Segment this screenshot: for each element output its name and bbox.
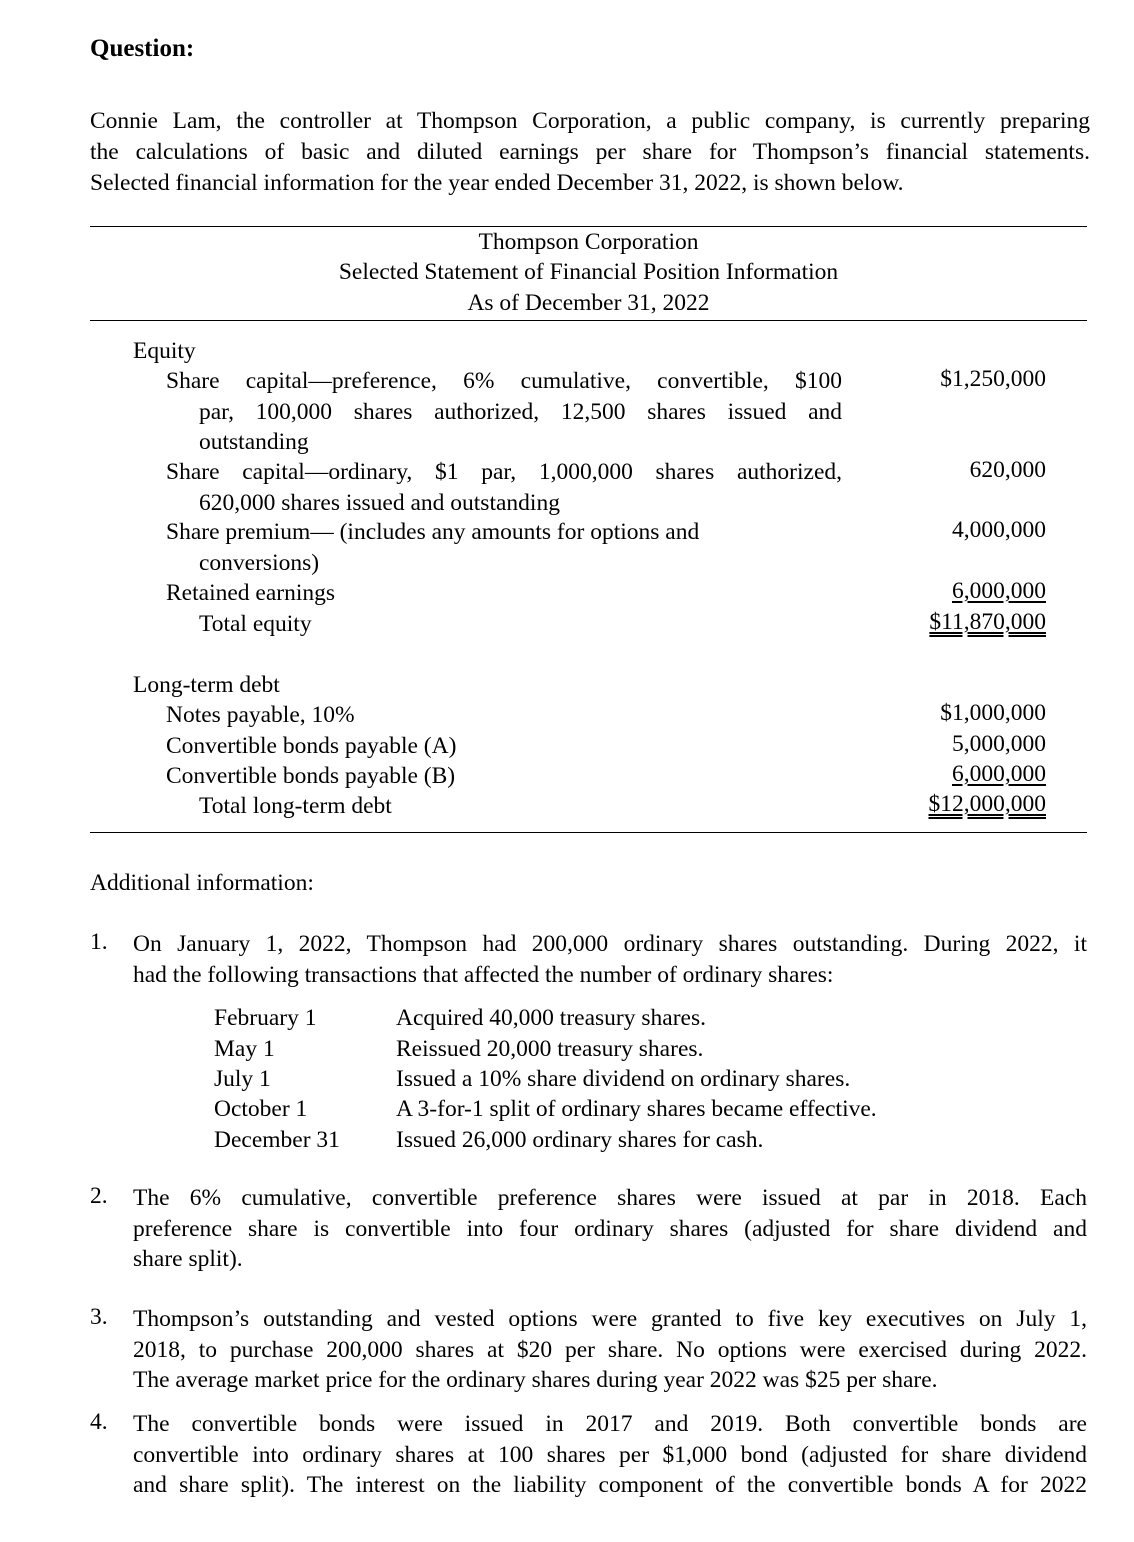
item-4-text [133,1409,1087,1501]
total-ltd-amount: $12,000,000 [928,791,1046,817]
item-2-line: preference share is convertible into four ordinary shares (adjusted for share dividend and [133,1215,1087,1242]
item-4-line: convertible into ordinary shares at 100 shares per $1,000 bond (adjusted for share dividend [133,1441,1087,1468]
txn-desc: Acquired 40,000 treasury shares. [396,1005,706,1031]
item-1-text [133,929,1087,990]
txn-date: May 1 [214,1036,275,1062]
ltd-heading: Long-term debt [133,672,280,698]
txn-date: October 1 [214,1096,308,1122]
intro-line: Connie Lam, the controller at Thompson Corporation, a public company, is currently preparing [90,108,1090,134]
total-equity-amount: $11,870,000 [929,609,1046,635]
prem-line: Share premium— (includes any amounts for options and [166,519,700,545]
bonds-b-amount: 6,000,000 [952,761,1046,787]
table-bottom-rule [90,832,1087,833]
intro-line: Selected financial information for the year ended December 31, 2022, is shown below. [90,170,904,196]
table-top-rule [90,226,1087,227]
txn-date: February 1 [214,1005,317,1031]
equity-heading: Equity [133,338,196,364]
ordinary-share-label [166,457,842,518]
item-1-number: 1. [90,929,108,955]
item-1-line: had the following transactions that affected the number of ordinary shares: [133,961,834,988]
txn-date: December 31 [214,1127,340,1153]
txn-date: July 1 [214,1066,271,1092]
item-1-line: On January 1, 2022, Thompson had 200,000 ordinary shares outstanding. During 2022, it [133,931,1087,957]
item-4-line: The convertible bonds were issued in 2017 and 2019. Both convertible bonds are [133,1411,1087,1437]
txn-desc: Issued a 10% share dividend on ordinary shares. [396,1066,851,1092]
item-2-line: share split). [133,1246,243,1272]
ord-line: Share capital—ordinary, $1 par, 1,000,000 shares authorized, [166,459,842,485]
total-equity-label: Total equity [199,611,312,637]
prem-line: conversions) [199,549,320,576]
statement-company: Thompson Corporation [478,229,699,255]
item-2-text [133,1183,1087,1275]
additional-heading: Additional information: [90,870,314,896]
total-ltd-label: Total long-term debt [199,793,392,819]
item-3-line: The average market price for the ordinary shares during year 2022 was $25 per share. [133,1367,938,1393]
item-4-number: 4. [90,1409,108,1435]
statement-title: Selected Statement of Financial Position Information [338,259,839,285]
txn-desc: Reissued 20,000 treasury shares. [396,1036,704,1062]
bonds-a-amount: 5,000,000 [952,731,1046,757]
header-bottom-rule [90,320,1087,321]
bonds-b-label: Convertible bonds payable (B) [166,763,456,789]
txn-desc: A 3-for-1 split of ordinary shares became effective. [396,1096,877,1122]
ord-line: 620,000 shares issued and outstanding [199,489,560,516]
pref-line: outstanding [199,429,309,455]
share-premium-amount: 4,000,000 [952,517,1046,543]
question-heading: Question: [90,35,195,62]
preference-share-amount: $1,250,000 [940,366,1046,392]
pref-line: par, 100,000 shares authorized, 12,500 shares issued and [199,398,842,425]
item-2-line: The 6% cumulative, convertible preference shares were issued at par in 2018. Each [133,1185,1087,1211]
txn-desc: Issued 26,000 ordinary shares for cash. [396,1127,764,1153]
intro-line: the calculations of basic and diluted earnings per share for Thompson’s financial statements. [90,139,1090,165]
item-3-line: 2018, to purchase 200,000 shares at $20 per share. No options were exercised during 2022. [133,1336,1087,1363]
bonds-a-label: Convertible bonds payable (A) [166,733,457,759]
retained-earnings-amount: 6,000,000 [952,578,1046,604]
intro-paragraph [90,106,1090,199]
item-3-line: Thompson’s outstanding and vested options were granted to five key executives on July 1, [133,1306,1087,1332]
notes-payable-label: Notes payable, 10% [166,702,355,728]
retained-earnings-label: Retained earnings [166,580,336,606]
item-2-number: 2. [90,1183,108,1209]
pref-line: Share capital—preference, 6% cumulative, convertible, $100 [166,368,842,394]
item-3-text [133,1304,1087,1396]
share-premium-label [166,517,806,578]
preference-share-label [166,366,842,458]
item-3-number: 3. [90,1304,108,1330]
ordinary-share-amount: 620,000 [969,457,1046,483]
item-4-line: and share split). The interest on the liability component of the convertible bonds A for 2022 [133,1472,1087,1498]
statement-date: As of December 31, 2022 [467,290,710,316]
notes-payable-amount: $1,000,000 [940,700,1046,726]
